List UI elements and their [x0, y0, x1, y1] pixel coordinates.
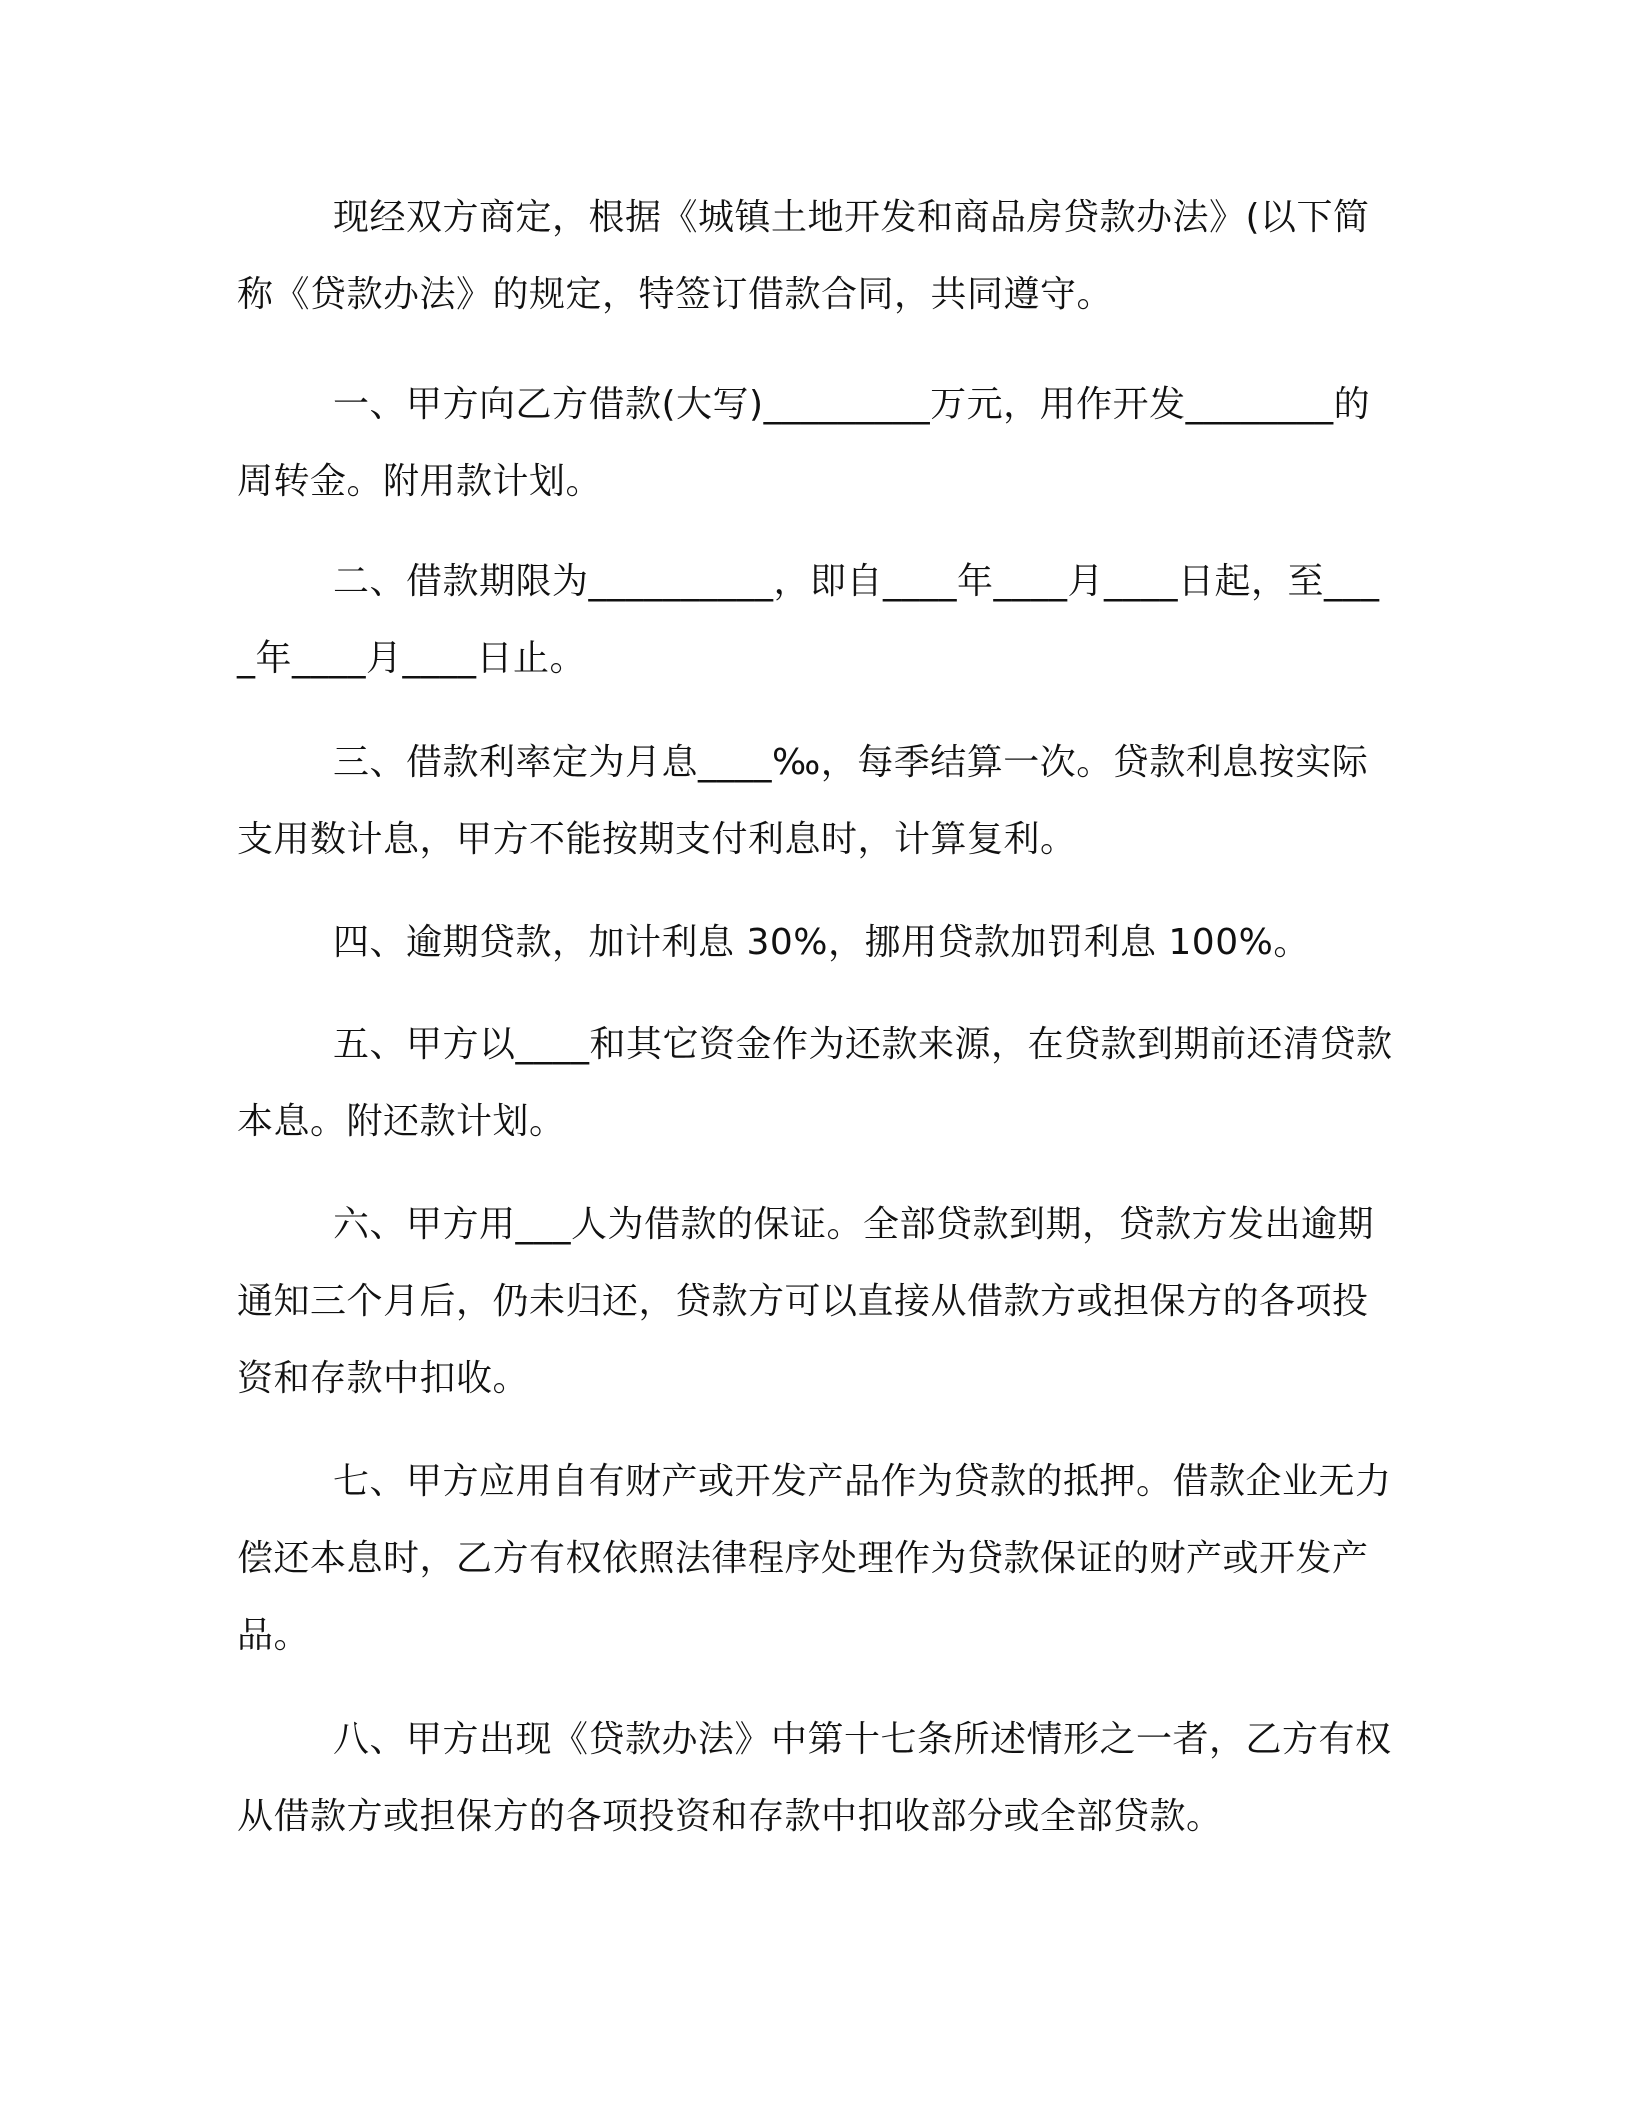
intro-paragraph: 现经双方商定，根据《城镇土地开发和商品房贷款办法》(以下简称《贷款办法》的规定，特签订借款合同，共同遵守。 [237, 197, 1370, 315]
clause-3-paragraph: 三、借款利率定为月息____‰，每季结算一次。贷款利息按实际支用数计息，甲方不能按期支付利息时，计算复利。 [237, 742, 1369, 860]
clause-8-paragraph: 八、甲方出现《贷款办法》中第十七条所述情形之一者，乙方有权从借款方或担保方的各项投资和存款中扣收部分或全部贷款。 [237, 1719, 1392, 1837]
clause-4-paragraph: 四、逾期贷款，加计利息 30%，挪用贷款加罚利息 100%。 [333, 922, 1310, 963]
clause-1-paragraph: 一、甲方向乙方借款(大写)_________万元，用作开发________的周转金。附用款计划。 [237, 384, 1371, 502]
clause-7-paragraph: 七、甲方应用自有财产或开发产品作为贷款的抵押。借款企业无力偿还本息时，乙方有权依照法律程序处理作为贷款保证的财产或开发产品。 [237, 1461, 1392, 1656]
clause-2-paragraph: 二、借款期限为__________，即自____年____月____日起，至____年____月____日止。 [237, 561, 1380, 679]
clause-6-paragraph: 六、甲方用___人为借款的保证。全部贷款到期，贷款方发出逾期通知三个月后，仍未归还，贷款方可以直接从借款方或担保方的各项投资和存款中扣收。 [237, 1204, 1375, 1399]
clause-5-paragraph: 五、甲方以____和其它资金作为还款来源，在贷款到期前还清贷款本息。附还款计划。 [237, 1024, 1393, 1142]
